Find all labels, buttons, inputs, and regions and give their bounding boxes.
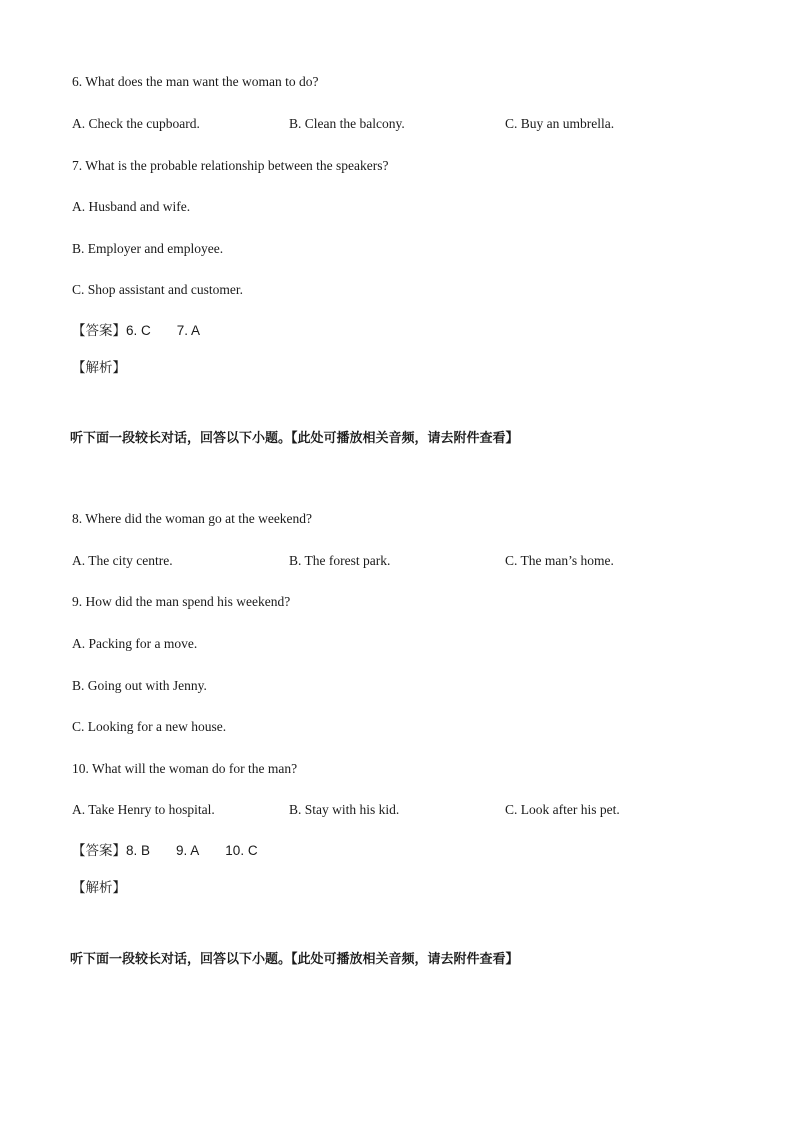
listening-instruction: 听下面一段较长对话，回答以下小题。【此处可播放相关音频，请去附件查看】 — [70, 952, 519, 967]
q10-option-c: C. Look after his pet. — [505, 802, 620, 817]
analysis-label: 【解析】 — [72, 360, 126, 376]
q10-option-a: A. Take Henry to hospital. — [72, 802, 215, 817]
analysis-label: 【解析】 — [72, 880, 126, 896]
answer-item: 6. C — [126, 323, 151, 338]
q6-option-a: A. Check the cupboard. — [72, 116, 200, 131]
q7-option-c: C. Shop assistant and customer. — [72, 282, 243, 297]
answer-label: 【答案】 — [72, 323, 126, 339]
answer-item: 7. A — [176, 323, 201, 338]
q9-option-c: C. Looking for a new house. — [72, 719, 227, 734]
question-6: 6. What does the man want the woman to do? — [72, 74, 319, 89]
q6-option-b: B. Clean the balcony. — [289, 116, 405, 131]
question-8: 8. Where did the woman go at the weekend? — [72, 511, 313, 526]
q9-option-a: A. Packing for a move. — [72, 636, 198, 651]
q10-option-b: B. Stay with his kid. — [289, 802, 400, 817]
q8-option-c: C. The man’s home. — [505, 553, 614, 568]
answer-item: 10. C — [225, 843, 258, 858]
answer-line-1 — [72, 322, 200, 340]
q8-option-b: B. The forest park. — [289, 553, 391, 568]
listening-instruction: 听下面一段较长对话，回答以下小题。【此处可播放相关音频，请去附件查看】 — [70, 431, 519, 446]
q7-option-b: B. Employer and employee. — [72, 241, 224, 256]
q9-option-b: B. Going out with Jenny. — [72, 678, 207, 693]
answer-item: 8. B — [126, 843, 151, 858]
answer-line-2 — [72, 842, 258, 860]
answer-item: 9. A — [176, 843, 200, 858]
answer-label: 【答案】 — [72, 843, 126, 859]
q6-option-c: C. Buy an umbrella. — [505, 116, 615, 131]
question-10: 10. What will the woman do for the man? — [72, 761, 298, 776]
question-7: 7. What is the probable relationship between the speakers? — [72, 158, 389, 173]
q8-option-a: A. The city centre. — [72, 553, 173, 568]
q7-option-a: A. Husband and wife. — [72, 199, 191, 214]
question-9: 9. How did the man spend his weekend? — [72, 594, 291, 609]
